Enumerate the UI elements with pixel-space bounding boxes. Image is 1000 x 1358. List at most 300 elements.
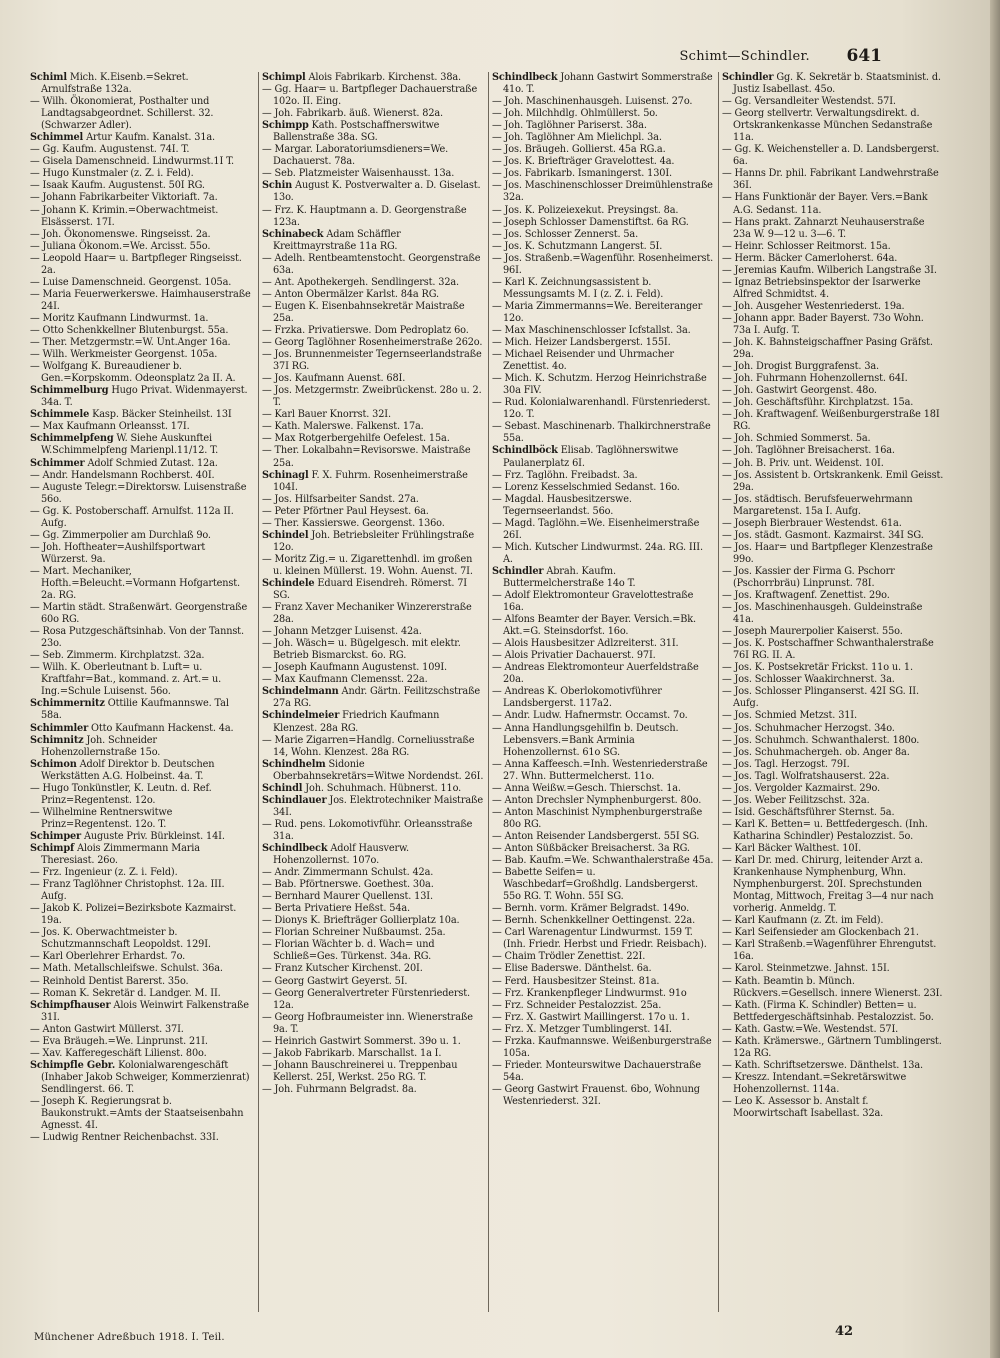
entry-text: — Bernh. vorm. Krämer Belgradst. 149o.: [492, 903, 690, 915]
directory-entry: [30, 96, 252, 132]
entry-text: — Alois Hausbesitzer Adlzreiterst. 31I.: [492, 638, 679, 650]
directory-entry: [492, 120, 714, 132]
directory-entry: [30, 506, 252, 530]
directory-entry: [492, 1000, 714, 1012]
entry-text: — Anton Gastwirt Müllerst. 37I.: [30, 1023, 184, 1035]
column-1: [30, 72, 252, 1322]
entry-text: W. Siehe Auskunftei W.Schimmelpfeng Marienpl.11/12. T.: [41, 433, 219, 457]
directory-entry: [30, 253, 252, 277]
entry-text: Alois Zimmermann Maria Theresiast. 26o.: [41, 843, 200, 867]
entry-text: — Florian Schreiner Nußbaumst. 25a.: [262, 927, 446, 939]
column-3: [492, 72, 714, 1322]
directory-entry: [262, 1048, 484, 1060]
directory-entry: [722, 723, 944, 735]
directory-entry: [492, 205, 714, 217]
directory-entry: [722, 1060, 944, 1072]
entry-surname: Schindhelm: [262, 758, 326, 770]
entry-text: Artur Kaufm. Kanalst. 31a.: [83, 132, 216, 144]
entry-text: — Eugen K. Eisenbahnsekretär Maistraße 25a.: [262, 300, 465, 324]
directory-entry: [262, 506, 484, 518]
directory-entry: [722, 192, 944, 216]
entry-surname: Schimmel: [30, 132, 84, 144]
directory-entry: [30, 879, 252, 903]
entry-text: — Jos. Kraftwagenf. Zenettist. 29o.: [722, 590, 890, 602]
entry-text: — Carl Warenagentur Lindwurmst. 159 T. (Inh. Friedr. Herbst und Friedr. Reisbach).: [492, 927, 707, 951]
entry-text: — Otto Schenkkellner Blutenburgst. 55a.: [30, 324, 229, 336]
entry-text: — Johann appr. Bader Bayerst. 73o Wohn. 73a I. Aufg. T.: [722, 312, 924, 336]
directory-entry: [492, 337, 714, 349]
directory-entry: [262, 976, 484, 988]
entry-surname: Schindelmeier: [262, 710, 340, 722]
directory-entry: [722, 686, 944, 710]
directory-entry: [492, 662, 714, 686]
entry-text: Johann Gastwirt Sommerstraße 41o. T.: [503, 72, 713, 96]
entry-surname: Schindele: [262, 577, 315, 589]
directory-entry: [262, 686, 484, 710]
entry-text: — Joh. Fuhrmann Hohenzollernst. 64I.: [722, 373, 908, 385]
entry-text: — Wolfgang K. Bureaudiener b. Gen.=Korpskomm. Odeonsplatz 2a II. A.: [30, 361, 236, 385]
directory-entry: [492, 1012, 714, 1024]
directory-entry: [262, 445, 484, 469]
entry-text: — Joh. Maschinenhausgeh. Luisenst. 27o.: [492, 96, 693, 108]
entry-text: — Wilh. K. Oberleutnant b. Luft= u. Kraftfahr=Bat., kommand. z. Art.= u. Ing.=Schule Luisenst. 56o.: [30, 662, 222, 698]
entry-text: — Gg. Zimmerpolier am Durchlaß 9o.: [30, 529, 211, 541]
directory-entry: [722, 277, 944, 301]
entry-text: Andr. Gärtn. Feilitzschstraße 27a RG.: [273, 686, 481, 710]
directory-entry: [492, 156, 714, 168]
entry-text: — Jos. Weber Feilitzschst. 32a.: [722, 794, 870, 806]
entry-text: — Joseph Maurerpolier Kaiserst. 55o.: [722, 626, 903, 638]
entry-text: Gg. K. Sekretär b. Staatsminist. d. Justiz Isabellast. 45o.: [733, 72, 941, 96]
entry-text: — Karl K. Betten= u. Bettfedergesch. (Inh. Katharina Schindler) Pestalozzist. 5o.: [722, 818, 928, 842]
directory-entry: [722, 638, 944, 662]
entry-text: — Karl Bäcker Walthest. 10I.: [722, 843, 862, 854]
entry-surname: Schimpf: [30, 843, 75, 854]
directory-entry: [30, 289, 252, 313]
entry-text: — Joh. Fabrikarb. äuß. Wienerst. 82a.: [262, 108, 444, 120]
entry-text: — Jos. Straßenb.=Wagenführ. Rosenheimerst. 96I.: [492, 252, 714, 276]
entry-text: — Jos. Assistent b. Ortskrankenk. Emil Geisst. 29a.: [722, 469, 944, 493]
entry-text: — Karl Dr. med. Chirurg, leitender Arzt a. Krankenhause Nymphenburg, Whn. Nymphenburgerst. 20I. Sprechstunden Montag, Mittwoch, Freitag 3—4 nur nach vorherig. Anmeldg. T.: [722, 855, 934, 915]
entry-text: — Moritz Kaufmann Lindwurmst. 1a.: [30, 312, 209, 324]
directory-entry: [722, 819, 944, 843]
entry-text: — Hugo Tonkünstler, K. Leutn. d. Ref. Prinz=Regentenst. 12o.: [30, 782, 212, 806]
entry-text: — Jos. Vergolder Kazmairst. 29o.: [722, 782, 881, 794]
directory-entry: [722, 626, 944, 638]
directory-entry: [492, 397, 714, 421]
entry-text: — Karl Oberlehrer Erhardst. 7o.: [30, 951, 186, 963]
directory-entry: [492, 277, 714, 301]
entry-text: — Anton Reisender Landsbergerst. 55I SG.: [492, 830, 700, 842]
entry-text: — Florian Wächter b. d. Wach= und Schließ=Ges. Türkenst. 34a. RG.: [262, 939, 435, 963]
entry-text: — Joh. Kraftwagenf. Weißenburgerstraße 18I RG.: [722, 409, 940, 433]
entry-text: — Ludwig Rentner Reichenbachst. 33I.: [30, 1132, 219, 1144]
directory-entry: [722, 602, 944, 626]
directory-entry: [492, 241, 714, 253]
entry-text: — Isid. Geschäftsführer Sternst. 5a.: [722, 806, 895, 818]
entry-text: — Jos. Schuhmacher Herzogst. 34o.: [722, 722, 895, 734]
entry-text: — Jos. K. Schutzmann Langerst. 5I.: [492, 240, 663, 252]
directory-entry: [722, 494, 944, 518]
directory-entry: [262, 638, 484, 662]
entry-text: — Bernh. Schenkkellner Oettingenst. 22a.: [492, 915, 696, 927]
entry-text: — Jeremias Kaufm. Wilberich Langstraße 3I.: [722, 264, 937, 276]
entry-text: Kath. Postschaffnerswitwe Ballenstraße 38a. SG.: [273, 120, 440, 144]
entry-text: — Gg. Kaufm. Augustenst. 74I. T.: [30, 144, 190, 156]
entry-text: — Georg Gastwirt Frauenst. 6bo, Wohnung Westenriederst. 32I.: [492, 1083, 700, 1107]
entry-text: — Jos. Brunnenmeister Tegernseerlandstraße 37I RG.: [262, 349, 482, 373]
directory-entry: [262, 168, 484, 180]
directory-entry: [30, 192, 252, 204]
entry-text: — Moritz Zig.= u. Zigarettenhdl. im großen u. kleinen Müllerst. 19. Wohn. Auenst. 7I.: [262, 553, 473, 577]
entry-text: — Jos. Schlosser Plinganserst. 42I SG. II. Aufg.: [722, 686, 919, 710]
directory-entry: [262, 903, 484, 915]
directory-entry: [262, 530, 484, 554]
directory-entry: [30, 337, 252, 349]
directory-entry: [30, 241, 252, 253]
directory-entry: [722, 373, 944, 385]
entry-text: — Seb. Platzmeister Waisenhausst. 13a.: [262, 168, 455, 180]
entry-text: — Frz. Taglöhn. Freibadst. 3a.: [492, 469, 638, 481]
directory-entry: [262, 1036, 484, 1048]
entry-text: — Seb. Zimmerm. Kirchplatzst. 32a.: [30, 650, 205, 662]
entry-text: — Anna Handlungsgehilfin b. Deutsch. Lebensvers.=Bank Arminia Hohenzollernst. 61o SG.: [492, 722, 679, 758]
footer-imprint: Münchener Adreßbuch 1918. I. Teil.: [34, 1332, 225, 1343]
entry-text: — Max Rotgerbergehilfe Oefelest. 15a.: [262, 433, 450, 445]
directory-entry: [262, 433, 484, 445]
directory-entry: [30, 927, 252, 951]
directory-entry: [30, 976, 252, 988]
entry-text: — Andr. Zimmermann Schulst. 42a.: [262, 867, 434, 879]
directory-entry: [30, 723, 252, 735]
entry-text: — Joh. B. Priv. unt. Weidenst. 10I.: [722, 457, 884, 469]
directory-entry: [492, 96, 714, 108]
entry-text: — Heinr. Schlosser Reitmorst. 15a.: [722, 240, 891, 252]
directory-entry: [722, 771, 944, 783]
directory-entry: [722, 807, 944, 819]
entry-text: Alois Fabrikarb. Kirchenst. 38a.: [305, 72, 462, 83]
entry-text: F. X. Fuhrm. Rosenheimerstraße 104I.: [273, 469, 468, 493]
entry-text: — Jos. Maschinenschlosser Dreimühlenstraße 32a.: [492, 180, 713, 204]
directory-entry: [722, 144, 944, 168]
entry-text: — Jos. Metzgermstr. Zweibrückenst. 28o u. 2. T.: [262, 385, 482, 409]
directory-entry: [492, 1084, 714, 1108]
entry-text: — Jos. Kaufmann Auenst. 68I.: [262, 373, 406, 385]
entry-text: — Andreas K. Oberlokomotivführer Landsbergerst. 117a2.: [492, 686, 662, 710]
directory-entry: [492, 301, 714, 325]
entry-text: — Jos. Schmied Metzst. 31I.: [722, 710, 857, 722]
directory-entry: [722, 253, 944, 265]
entry-text: — Karl Kaufmann (z. Zt. im Feld).: [722, 915, 884, 927]
entry-text: Ottilie Kaufmannswe. Tal 58a.: [41, 698, 229, 722]
directory-entry: [262, 229, 484, 253]
directory-entry: [492, 1060, 714, 1084]
entry-text: — Anton Obermälzer Karlst. 84a RG.: [262, 288, 439, 300]
directory-entry: [722, 855, 944, 915]
directory-entry: [30, 566, 252, 602]
directory-entry: [492, 253, 714, 277]
directory-entry: [492, 710, 714, 722]
directory-entry: [492, 614, 714, 638]
entry-text: — Joh. Gastwirt Georgenst. 48o.: [722, 385, 877, 397]
directory-entry: [262, 421, 484, 433]
entry-surname: Schimpfhauser: [30, 999, 111, 1011]
directory-entry: [492, 229, 714, 241]
entry-text: — Joh. Wäsch= u. Bügelgesch. mit elektr. Betrieb Bismarckst. 6o. RG.: [262, 638, 461, 662]
directory-entry: [722, 710, 944, 722]
directory-entry: [262, 1012, 484, 1036]
directory-entry: [262, 735, 484, 759]
entry-text: — Joseph Kaufmann Augustenst. 109I.: [262, 662, 447, 674]
entry-text: — Max Kaufmann Clemensst. 22a.: [262, 674, 428, 686]
directory-entry: [722, 542, 944, 566]
directory-entry: [30, 542, 252, 566]
directory-entry: [722, 361, 944, 373]
entry-text: Adolf Schmied Zutast. 12a.: [84, 457, 218, 469]
entry-text: Adam Schäffler Kreittmayrstraße 11a RG.: [273, 228, 401, 252]
directory-entry: [722, 265, 944, 277]
directory-entry: [30, 168, 252, 180]
entry-text: — Anton Maschinist Nymphenburgerstraße 80o RG.: [492, 806, 703, 830]
entry-text: — Joh. Hoftheater=Aushilfsportwart Würzerst. 9a.: [30, 541, 206, 565]
directory-entry: [722, 662, 944, 674]
directory-entry: [30, 349, 252, 361]
directory-entry: [30, 1024, 252, 1036]
directory-entry: [30, 385, 252, 409]
entry-text: — Mich. K. Schutzm. Herzog Heinrichstraße 30a FlV.: [492, 373, 707, 397]
entry-text: — Kath. Beamtin b. Münch. Rückvers.=Gesellsch. innere Wienerst. 23I.: [722, 975, 943, 999]
directory-entry: [262, 518, 484, 530]
directory-entry: [492, 927, 714, 951]
entry-text: — Xav. Kafferegeschäft Lilienst. 80o.: [30, 1047, 207, 1059]
directory-entry: [492, 783, 714, 795]
entry-text: — Kath. (Firma K. Schindler) Betten= u. Bettfedergeschäftsinhab. Pestalozzist. 5o.: [722, 999, 934, 1023]
entry-text: — Rud. pens. Lokomotivführ. Orleansstraße 31a.: [262, 818, 473, 842]
entry-text: Kolonialwarengeschäft (Inhaber Jakob Schweiger, Kommerzienrat) Sendlingerst. 66. T.: [41, 1059, 250, 1095]
entry-text: — Gg. Haar= u. Bartpfleger Dachauerstraße 102o. II. Eing.: [262, 84, 478, 108]
entry-text: — Reinhold Dentist Barerst. 35o.: [30, 975, 189, 987]
entry-text: — Frz. Schneider Pestalozzist. 25a.: [492, 999, 662, 1011]
directory-entry: [722, 566, 944, 590]
entry-text: — Adelh. Rentbeamtenstocht. Georgenstraße 63a.: [262, 252, 481, 276]
entry-text: — Jos. Hilfsarbeiter Sandst. 27a.: [262, 493, 419, 505]
directory-entry: [262, 891, 484, 903]
directory-entry: [492, 494, 714, 518]
directory-entry: [492, 108, 714, 120]
entry-text: — Georg Generalvertreter Fürstenriederst. 12a.: [262, 987, 470, 1011]
entry-text: — Wilh. Werkmeister Georgenst. 105a.: [30, 349, 218, 361]
directory-entry: [722, 409, 944, 433]
entry-text: — Georg Taglöhner Rosenheimerstraße 262o.: [262, 337, 483, 349]
entry-text: Elisab. Taglöhnerswitwe Paulanerplatz 6I.: [503, 445, 679, 469]
entry-text: — Jos. K. Oberwachtmeister b. Schutzmannschaft Leopoldst. 129I.: [30, 927, 211, 951]
entry-text: — Johann Metzger Luisenst. 42a.: [262, 626, 422, 638]
directory-entry: [722, 72, 944, 96]
page-header: [30, 46, 910, 70]
directory-entry: [492, 843, 714, 855]
entry-text: — Karl Straßenb.=Wagenführer Ehrengutst. 16a.: [722, 939, 937, 963]
directory-entry: [30, 1132, 252, 1144]
entry-text: — Jos. städtisch. Berufsfeuerwehrmann Margaretenst. 15a I. Aufg.: [722, 493, 913, 517]
entry-text: — Ther. Kassierswe. Georgenst. 136o.: [262, 517, 445, 529]
entry-text: Auguste Priv. Bürkleinst. 14I.: [81, 830, 225, 842]
column-divider: [488, 72, 489, 1312]
entry-text: — Eva Bräugeh.=We. Linprunst. 21I.: [30, 1035, 208, 1047]
entry-text: — Bernhard Maurer Quellenst. 13I.: [262, 891, 433, 903]
entry-text: — Bab. Pförtnerswe. Goethest. 30a.: [262, 879, 434, 891]
entry-text: — Joh. Taglöhner Pariserst. 38a.: [492, 120, 647, 132]
column-2: [262, 72, 484, 1322]
entry-text: — Margar. Laboratoriumsdieners=We. Dachauerst. 78a.: [262, 144, 449, 168]
entry-text: — Georg Gastwirt Geyerst. 5I.: [262, 975, 408, 987]
directory-entry: [30, 807, 252, 831]
entry-text: — Gisela Damenschneid. Lindwurmst.1I T.: [30, 156, 234, 168]
entry-surname: Schimper: [30, 830, 82, 842]
entry-text: Hugo Privat. Widenmayerst. 34a. T.: [41, 385, 248, 409]
entry-surname: Schindelmann: [262, 686, 339, 698]
entry-text: — Frz. K. Hauptmann a. D. Georgenstraße 123a.: [262, 204, 467, 228]
directory-entry: [492, 795, 714, 807]
directory-entry: [492, 1036, 714, 1060]
entry-text: — Isaak Kaufm. Augustenst. 50I RG.: [30, 180, 205, 192]
entry-text: — Adolf Elektromonteur Gravelottestraße 16a.: [492, 590, 694, 614]
directory-entry: [262, 578, 484, 602]
entry-text: — Gg. K. Postoberschaff. Arnulfst. 112a II. Aufg.: [30, 505, 234, 529]
directory-entry: [30, 132, 252, 144]
entry-text: — Joh. Milchhdlg. Ohlmüllerst. 5o.: [492, 108, 658, 120]
directory-entry: [722, 976, 944, 1000]
directory-entry: [722, 1096, 944, 1120]
entry-text: — Franz Kutscher Kirchenst. 20I.: [262, 963, 423, 975]
entry-text: — Jos. K. Postschaffner Schwanthalerstraße 76I RG. II. A.: [722, 638, 934, 662]
directory-entry: [492, 72, 714, 96]
entry-text: — Roman K. Sekretär d. Landger. M. II.: [30, 987, 221, 999]
entry-text: — Kreszz. Intendant.=Sekretärswitwe Hohenzollernst. 114a.: [722, 1071, 907, 1095]
directory-entry: [262, 144, 484, 168]
directory-entry: [492, 590, 714, 614]
entry-text: Jos. Elektrotechniker Maistraße 34I.: [273, 794, 483, 818]
directory-entry: [262, 494, 484, 506]
directory-entry: [262, 927, 484, 939]
entry-text: — Max Kaufmann Orleansst. 17I.: [30, 421, 190, 433]
directory-entry: [30, 903, 252, 927]
entry-text: — Ther. Lokalbahn=Revisorswe. Maistraße 25a.: [262, 445, 471, 469]
entry-text: — Anna Weißw.=Gesch. Thierschst. 1a.: [492, 782, 681, 794]
directory-entry: [30, 951, 252, 963]
entry-text: — Hanns Dr. phil. Fabrikant Landwehrstraße 36I.: [722, 168, 939, 192]
entry-text: — Joh. Ausgeher Westenriederst. 19a.: [722, 300, 905, 312]
entry-text: — Joh. Drogist Burggrafenst. 3a.: [722, 361, 879, 373]
directory-entry: [30, 1036, 252, 1048]
entry-text: — Dionys K. Briefträger Gollierplatz 10a.: [262, 915, 460, 927]
column-divider: [718, 72, 719, 1312]
directory-entry: [262, 84, 484, 108]
entry-surname: Schiml: [30, 72, 67, 83]
entry-text: — Georg stellvertr. Verwaltungsdirekt. d. Ortskrankenkasse München Sedanstraße 11a.: [722, 108, 933, 144]
entry-text: — Joseph Schlosser Damenstiftst. 6a RG.: [492, 216, 689, 228]
entry-text: — Kath. Schriftsetzerswe. Dänthelst. 13a.: [722, 1059, 923, 1071]
directory-entry: [30, 421, 252, 433]
entry-text: — Joh. K. Bahnsteigschaffner Pasing Gräfst. 29a.: [722, 337, 933, 361]
directory-entry: [30, 783, 252, 807]
entry-text: — Hans Funktionär der Bayer. Vers.=Bank A.G. Sedanst. 11a.: [722, 192, 928, 216]
entry-text: — Franz Xaver Mechaniker Winzererstraße 28a.: [262, 602, 472, 626]
directory-entry: [30, 602, 252, 626]
entry-text: — Babette Seifen= u. Waschbedarf=Großhdlg. Landsbergerst. 55o RG. T. Wohn. 55I SG.: [492, 867, 698, 903]
directory-entry: [492, 144, 714, 156]
entry-text: — Joh. Geschäftsführ. Kirchplatzst. 15a.: [722, 397, 914, 409]
entry-text: Sidonie Oberbahnsekretärs=Witwe Nordendst. 26I.: [273, 758, 484, 782]
directory-entry: [722, 241, 944, 253]
directory-entry: [262, 795, 484, 819]
entry-text: — Chaim Trödler Zenettist. 22I.: [492, 951, 646, 963]
directory-entry: [722, 108, 944, 144]
directory-entry: [262, 277, 484, 289]
entry-text: — Joseph Bierbrauer Westendst. 61a.: [722, 517, 902, 529]
entry-text: — Jos. K. Briefträger Gravelottest. 4a.: [492, 156, 675, 168]
entry-text: — Jakob Fabrikarb. Marschallst. 1a I.: [262, 1047, 442, 1059]
directory-entry: [722, 1072, 944, 1096]
directory-entry: [492, 180, 714, 204]
column-divider: [258, 72, 259, 1312]
entry-text: — Elise Baderswe. Dänthelst. 6a.: [492, 963, 652, 975]
directory-entry: [262, 674, 484, 686]
entry-text: — Karl K. Zeichnungsassistent b. Messungsamts M. I (z. Z. i. Feld).: [492, 276, 664, 300]
entry-text: — Maria Feuerwerkerswe. Haimhauserstraße 24I.: [30, 288, 251, 312]
page-edge-shadow: [990, 0, 1000, 1358]
directory-entry: [262, 939, 484, 963]
directory-entry: [262, 337, 484, 349]
entry-text: — Sebast. Maschinenarb. Thalkirchnerstraße 55a.: [492, 421, 711, 445]
directory-entry: [262, 373, 484, 385]
directory-entry: [262, 205, 484, 229]
directory-entry: [722, 674, 944, 686]
directory-entry: [30, 626, 252, 650]
entry-surname: Schimpl: [262, 72, 306, 83]
directory-entry: [30, 325, 252, 337]
entry-text: — Franz Taglöhner Christophst. 12a. III. Aufg.: [30, 879, 225, 903]
entry-text: — Frz. X. Gastwirt Maillingerst. 17o u. 1.: [492, 1011, 690, 1023]
directory-entry: [722, 1000, 944, 1024]
entry-text: — Joh. Taglöhner Breisacherst. 16a.: [722, 445, 895, 457]
entry-text: — Martin städt. Straßenwärt. Georgenstraße 60o RG.: [30, 602, 248, 626]
entry-text: — Mart. Mechaniker, Hofth.=Beleucht.=Vormann Hofgartenst. 2a. RG.: [30, 565, 241, 602]
directory-entry: [722, 939, 944, 963]
entry-text: — Max Maschinenschlosser Icfstallst. 3a.: [492, 324, 691, 336]
directory-entry: [492, 482, 714, 494]
directory-entry: [722, 1024, 944, 1036]
entry-text: — Berta Privatiere Heßst. 54a.: [262, 903, 410, 915]
directory-entry: [262, 470, 484, 494]
directory-entry: [492, 951, 714, 963]
directory-entry: [30, 458, 252, 470]
header-name-range: Schimt—Schindler.: [679, 49, 810, 64]
directory-entry: [492, 963, 714, 975]
entry-text: — Ant. Apothekergeh. Sendlingerst. 32a.: [262, 276, 459, 288]
directory-entry: [262, 72, 484, 84]
entry-text: — Hans prakt. Zahnarzt Neuhauserstraße 23a W. 9—12 u. 3—6. T.: [722, 216, 925, 240]
directory-entry: [262, 554, 484, 578]
entry-text: — Leo K. Assessor b. Anstalt f. Moorwirtschaft Isabellast. 32a.: [722, 1095, 884, 1120]
directory-entry: [722, 518, 944, 530]
entry-text: — Heinrich Gastwirt Sommerst. 39o u. 1.: [262, 1035, 461, 1047]
entry-text: — Georg Hofbraumeister inn. Wienerstraße 9a. T.: [262, 1011, 473, 1035]
entry-text: — Mich. Heizer Landsbergerst. 155I.: [492, 337, 671, 349]
entry-surname: Schinabeck: [262, 228, 324, 240]
directory-entry: [722, 590, 944, 602]
entry-text: — Karl Seifensieder am Glockenbach 21.: [722, 927, 919, 939]
entry-text: August K. Postverwalter a. D. Giselast. 13o.: [273, 180, 481, 204]
